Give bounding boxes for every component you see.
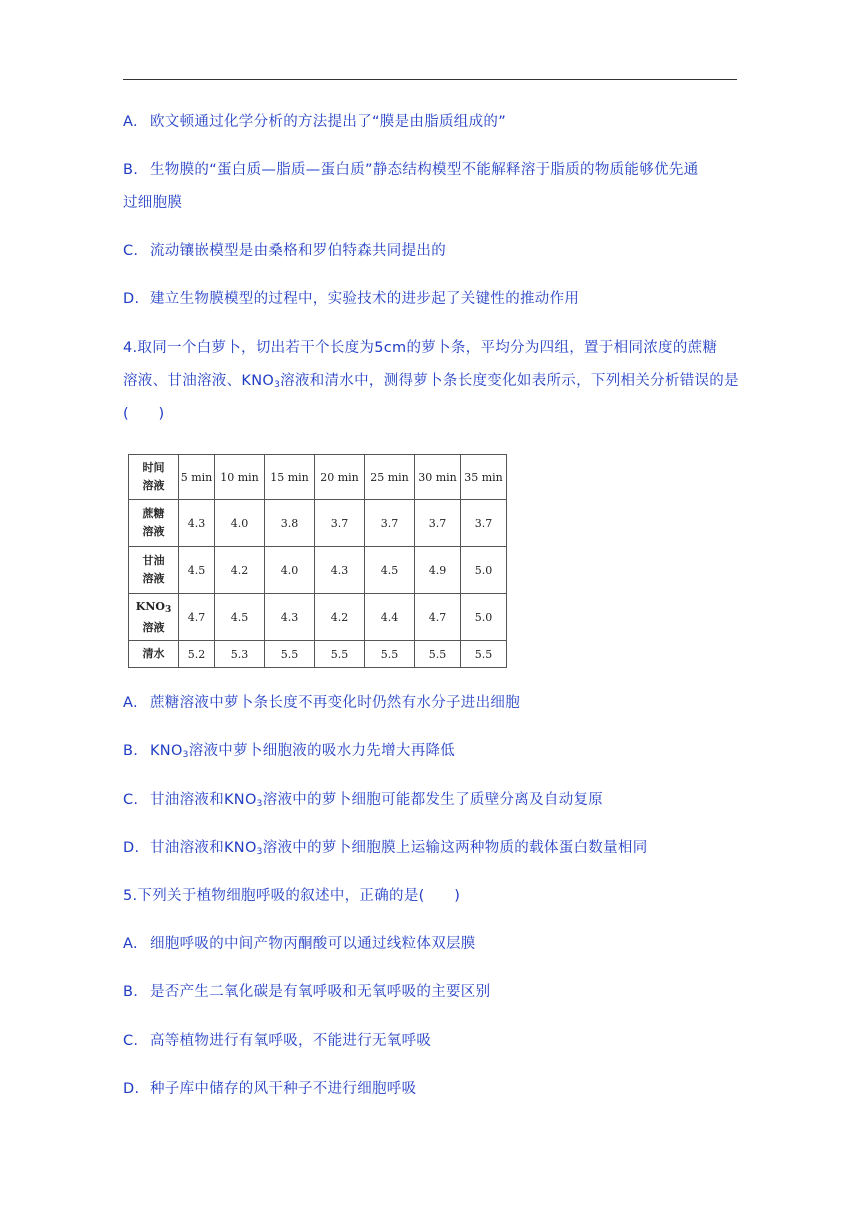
q4-stem-line1: 4.取同一个白萝卜，切出若干个长度为5cm的萝卜条，平均分为四组，置于相同浓度的蔗糖 bbox=[123, 340, 718, 356]
col-header: 20 min bbox=[315, 455, 365, 500]
col-header: 25 min bbox=[365, 455, 415, 500]
table-cell: 5.5 bbox=[265, 641, 315, 668]
table-cell: 3.7 bbox=[461, 500, 507, 547]
q3-option-b: B. 生物膜的“蛋白质—脂质—蛋白质”静态结构模型不能解释溶于脂质的物质能够优先通 bbox=[123, 162, 699, 178]
table-cell: 5.5 bbox=[461, 641, 507, 668]
table-cell: 4.0 bbox=[215, 500, 265, 547]
q5-option-c: C. 高等植物进行有氧呼吸，不能进行无氧呼吸 bbox=[123, 1033, 432, 1049]
table-cell: 4.2 bbox=[315, 594, 365, 641]
col-header: 5 min bbox=[179, 455, 215, 500]
q5-option-b: B. 是否产生二氧化碳是有氧呼吸和无氧呼吸的主要区别 bbox=[123, 984, 491, 1000]
q4-option-b: B. $KNO_3$溶液中萝卜细胞液的吸水力先增大再降低 bbox=[123, 743, 456, 760]
table-row bbox=[129, 641, 507, 668]
q3-option-a: A. 欧文顿通过化学分析的方法提出了“膜是由脂质组成的” bbox=[123, 114, 507, 130]
table-cell: 4.5 bbox=[215, 594, 265, 641]
q3-option-d: D. 建立生物膜模型的过程中，实验技术的进步起了关键性的推动作用 bbox=[123, 291, 580, 307]
q4-option-a: A. 蔗糖溶液中萝卜条长度不再变化时仍然有水分子进出细胞 bbox=[123, 695, 520, 711]
length-change-table bbox=[128, 454, 507, 668]
q4-stem-line3: ( ) bbox=[123, 406, 165, 422]
col-header: 30 min bbox=[415, 455, 461, 500]
table-cell: 4.3 bbox=[179, 500, 215, 547]
table-cell: 4.3 bbox=[265, 594, 315, 641]
table-cell: 4.5 bbox=[179, 547, 215, 594]
table-cell: 5.5 bbox=[365, 641, 415, 668]
q3-option-b-continued: 过细胞膜 bbox=[123, 195, 183, 211]
table-cell: 5.3 bbox=[215, 641, 265, 668]
table-cell: 3.7 bbox=[415, 500, 461, 547]
q5-option-a: A. 细胞呼吸的中间产物丙酮酸可以通过线粒体双层膜 bbox=[123, 936, 476, 952]
col-header: 35 min bbox=[461, 455, 507, 500]
row-header: 蔗糖 溶液 bbox=[129, 500, 179, 547]
table-cell: 5.5 bbox=[315, 641, 365, 668]
header-rule bbox=[123, 79, 737, 80]
q4-stem-line2: 溶液、甘油溶液、$KNO_3$溶液和清水中，测得萝卜条长度变化如表所示，下列相关分析错误的是 bbox=[123, 373, 739, 390]
col-header: 15 min bbox=[265, 455, 315, 500]
table-row bbox=[129, 500, 507, 547]
table-row bbox=[129, 594, 507, 641]
q5-stem: 5.下列关于植物细胞呼吸的叙述中，正确的是( ) bbox=[123, 888, 461, 904]
table-header-row bbox=[129, 455, 507, 500]
table-row bbox=[129, 547, 507, 594]
table-cell: 5.5 bbox=[415, 641, 461, 668]
table-cell: 4.5 bbox=[365, 547, 415, 594]
row-header: $KNO_3$ 溶液 bbox=[129, 594, 179, 641]
table-cell: 3.7 bbox=[365, 500, 415, 547]
table-cell: 5.0 bbox=[461, 547, 507, 594]
row-header: 甘油 溶液 bbox=[129, 547, 179, 594]
table-cell: 4.4 bbox=[365, 594, 415, 641]
table-corner: 时间 溶液 bbox=[129, 455, 179, 500]
table-cell: 4.7 bbox=[415, 594, 461, 641]
q4-option-c: C. 甘油溶液和$KNO_3$溶液中的萝卜细胞可能都发生了质壁分离及自动复原 bbox=[123, 792, 604, 809]
row-header: 清水 bbox=[129, 641, 179, 668]
col-header: 10 min bbox=[215, 455, 265, 500]
table-cell: 5.0 bbox=[461, 594, 507, 641]
table-cell: 4.3 bbox=[315, 547, 365, 594]
table-cell: 3.8 bbox=[265, 500, 315, 547]
table-cell: 4.7 bbox=[179, 594, 215, 641]
table-cell: 3.7 bbox=[315, 500, 365, 547]
q5-option-d: D. 种子库中储存的风干种子不进行细胞呼吸 bbox=[123, 1081, 417, 1097]
q4-option-d: D. 甘油溶液和$KNO_3$溶液中的萝卜细胞膜上运输这两种物质的载体蛋白数量相同 bbox=[123, 840, 648, 857]
table-cell: 5.2 bbox=[179, 641, 215, 668]
table-cell: 4.9 bbox=[415, 547, 461, 594]
table-cell: 4.2 bbox=[215, 547, 265, 594]
table-cell: 4.0 bbox=[265, 547, 315, 594]
q3-option-c: C. 流动镶嵌模型是由桑格和罗伯特森共同提出的 bbox=[123, 243, 446, 259]
